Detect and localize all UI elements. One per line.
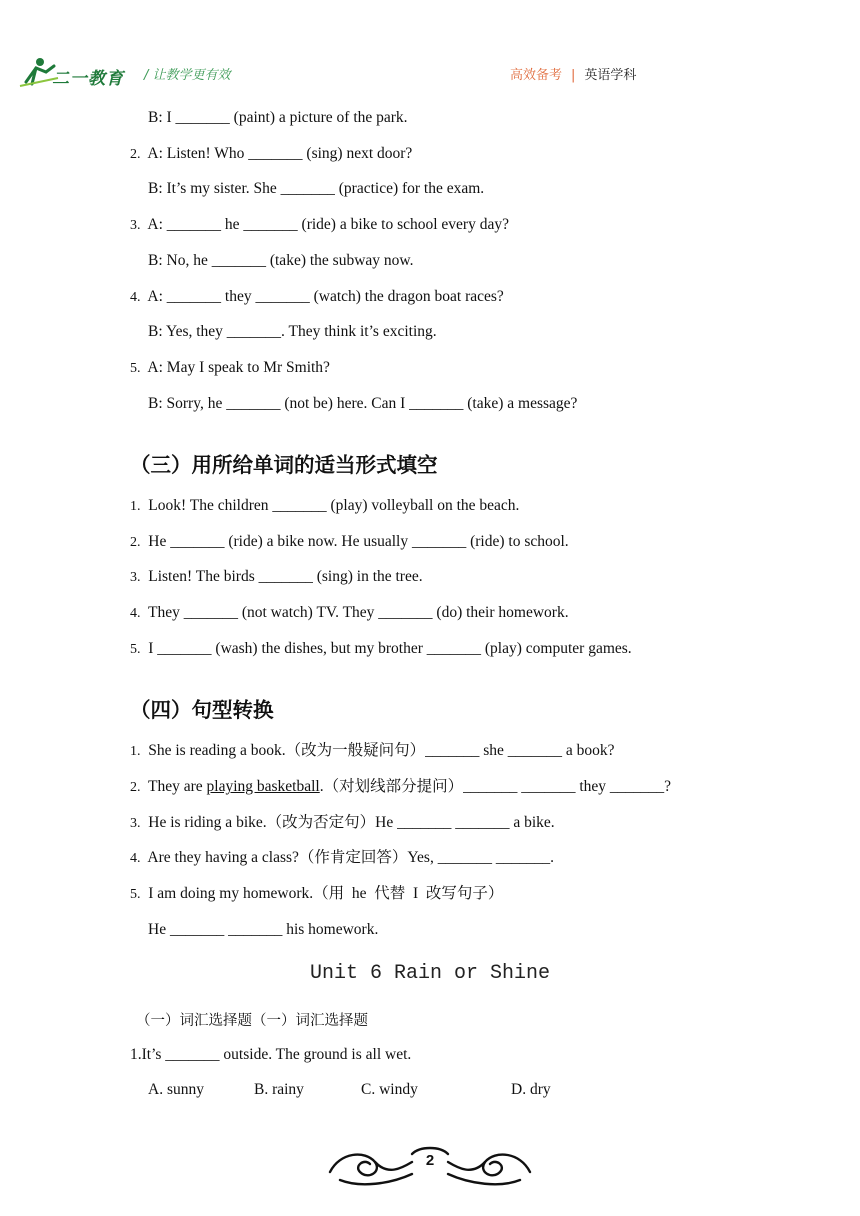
item-text: He _______ (ride) a bike now. He usually _______ (ride) to school. [148, 533, 569, 550]
item-number: 5. [130, 361, 141, 376]
item-number: 5. [130, 642, 141, 657]
item-number: 3. [130, 816, 141, 831]
header-separator: | [571, 68, 576, 83]
page-number: 2 [425, 1152, 435, 1169]
exercise-item [130, 358, 330, 379]
option-a: A. sunny [148, 1081, 204, 1098]
exercise-line: B: I _______ (paint) a picture of the park. [148, 109, 408, 126]
exercise-item [130, 603, 569, 624]
item-text: A: _______ they _______ (watch) the dragon boat races? [147, 288, 504, 305]
exercise-line: B: Yes, they _______. They think it’s exciting. [148, 323, 437, 340]
header-tag: 高效备考 [510, 68, 563, 83]
header-slogan: / 让教学更有效 [144, 68, 231, 83]
item-text: I am doing my homework.（用 he 代替 I 改写句子） [148, 885, 504, 902]
item-number: 4. [130, 851, 141, 866]
exercise-item [130, 567, 423, 588]
exercise-item [130, 777, 671, 798]
section-title: （三）用所给单词的适当形式填空 [130, 453, 438, 477]
item-text-prefix: They are [147, 778, 207, 795]
question-line: 1.It’s _______ outside. The ground is all wet. [130, 1046, 412, 1063]
item-text: A: _______ he _______ (ride) a bike to school every day? [147, 216, 509, 233]
exercise-item [130, 144, 412, 165]
exercise-item [130, 848, 554, 869]
exercise-item [130, 532, 569, 553]
header-subject [510, 64, 636, 83]
item-text: A: May I speak to Mr Smith? [147, 359, 330, 376]
item-number: 4. [130, 290, 141, 305]
item-number: 2. [130, 147, 141, 162]
item-text: Are they having a class?（作肯定回答）Yes, _______ _______. [147, 849, 554, 866]
underlined-phrase: playing basketball [206, 778, 320, 795]
exercise-line: He _______ _______ his homework. [148, 921, 379, 938]
exercise-item [130, 496, 519, 517]
item-text: They _______ (not watch) TV. They _______ (do) their homework. [147, 604, 569, 621]
item-number: 3. [130, 570, 141, 585]
item-text: Look! The children _______ (play) volleyball on the beach. [148, 497, 520, 514]
item-number: 1. [130, 744, 141, 759]
logo-text: 二一教育 [52, 69, 124, 89]
item-number: 4. [130, 606, 141, 621]
item-number: 2. [130, 780, 141, 795]
page-header [0, 0, 860, 100]
option-c: C. windy [361, 1081, 418, 1098]
option-d: D. dry [511, 1081, 551, 1098]
item-number: 5. [130, 887, 141, 902]
exercise-line: B: Sorry, he _______ (not be) here. Can I _______ (take) a message? [148, 395, 578, 412]
item-text: She is reading a book.（改为一般疑问句）_______ she _______ a book? [148, 742, 615, 759]
header-subject-label: 英语学科 [584, 68, 637, 83]
section-title: （四）句型转换 [130, 698, 274, 722]
unit-title: Unit 6 Rain or Shine [309, 962, 551, 985]
item-number: 2. [130, 535, 141, 550]
item-text-suffix: .（对划线部分提问）_______ _______ they _______? [319, 778, 672, 795]
item-text: Listen! The birds _______ (sing) in the tree. [148, 568, 423, 585]
item-text: A: Listen! Who _______ (sing) next door? [147, 145, 413, 162]
item-text: He is riding a bike.（改为否定句）He _______ _______ a bike. [148, 814, 555, 831]
exercise-line: B: No, he _______ (take) the subway now. [148, 252, 414, 269]
option-b: B. rainy [254, 1081, 304, 1098]
subsection-title: （一）词汇选择题（一）词汇选择题 [136, 1013, 368, 1029]
exercise-line: B: It’s my sister. She _______ (practice) for the exam. [148, 180, 485, 197]
item-number: 1. [130, 499, 141, 514]
item-number: 3. [130, 218, 141, 233]
exercise-item [130, 287, 504, 308]
exercise-item [130, 741, 615, 762]
exercise-item [130, 884, 503, 905]
exercise-item [130, 215, 509, 236]
item-text: I _______ (wash) the dishes, but my brother _______ (play) computer games. [148, 640, 632, 657]
exercise-item [130, 813, 555, 834]
exercise-item [130, 639, 632, 660]
